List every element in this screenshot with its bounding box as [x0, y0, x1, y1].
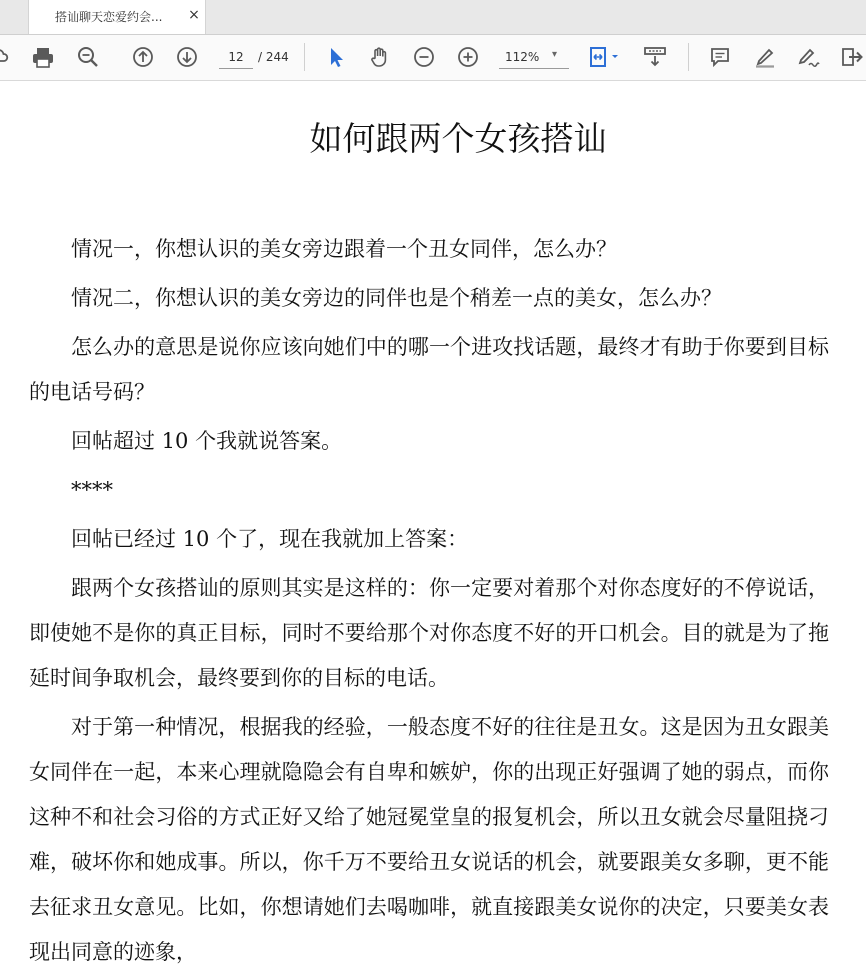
document-tab[interactable]	[28, 0, 206, 34]
highlight-pen-icon[interactable]	[750, 42, 780, 72]
paragraph: ****	[71, 478, 113, 502]
print-icon[interactable]	[28, 42, 58, 72]
sign-pen-icon[interactable]	[794, 42, 824, 72]
paragraph: 情况一，你想认识的美女旁边跟着一个丑女同伴，怎么办？	[71, 237, 617, 261]
paragraph: 回帖超过 10 个我就说答案。	[71, 429, 343, 453]
comment-icon[interactable]	[705, 42, 735, 72]
document-title: 如何跟两个女孩搭讪	[309, 119, 607, 158]
next-page-icon[interactable]	[172, 42, 202, 72]
previous-page-icon[interactable]	[128, 42, 158, 72]
toolbar	[0, 35, 866, 81]
select-cursor-icon[interactable]	[321, 42, 351, 72]
page-number-input[interactable]	[219, 46, 253, 69]
toolbar-divider	[688, 43, 689, 71]
paragraph: 跟两个女孩搭讪的原则其实是这样的：你一定要对着那个对你态度好的不停说话，即使她不是你的真正目标，同时不要给那个对你态度不好的开口机会。目的就是为了拖延时间争取机会，最终要到你的目标的电话。	[29, 576, 829, 690]
tab-strip	[0, 0, 866, 35]
cloud-upload-icon[interactable]	[0, 42, 14, 72]
document-page	[0, 81, 866, 966]
toolbar-divider	[304, 43, 305, 71]
fit-page-icon[interactable]	[585, 42, 625, 72]
paragraph: 对于第一种情况，根据我的经验，一般态度不好的往往是丑女。这是因为丑女跟美女同伴在一起，本来心理就隐隐会有自卑和嫉妒，你的出现正好强调了她的弱点，而你这种不和社会习俗的方式正好又给了她冠冕堂皇的报复机会，所以丑女就会尽量阻挠刁难，破坏你和她成事。所以，你千万不要给丑女说话的机会，就要跟美女多聊，更不能去征求丑女意见。比如，你想请她们去喝咖啡，就直接跟美女说你的决定，只要美女表现出同意的迹象，	[29, 715, 829, 964]
zoom-in-icon[interactable]	[453, 42, 483, 72]
zoom-value: 112%	[505, 50, 540, 64]
zoom-chevron-down-icon: ▾	[552, 49, 558, 60]
paragraph: 回帖已经过 10 个了，现在我就加上答案：	[71, 527, 469, 551]
zoom-out-icon[interactable]	[409, 42, 439, 72]
hand-tool-icon[interactable]	[365, 42, 395, 72]
document-body	[29, 227, 829, 966]
tab-title: 搭讪聊天恋爱约会...	[55, 10, 163, 24]
paragraph: 情况二，你想认识的美女旁边的同伴也是个稍差一点的美女，怎么办？	[71, 286, 722, 310]
zoom-out-search-icon[interactable]	[73, 42, 103, 72]
paragraph: 怎么办的意思是说你应该向她们中的哪一个进攻找话题，最终才有助于你要到目标的电话号码？	[29, 335, 829, 404]
scroll-mode-icon[interactable]	[640, 42, 670, 72]
page-total: / 244	[258, 50, 289, 64]
close-tab-icon[interactable]: ×	[188, 7, 200, 23]
zoom-level-dropdown[interactable]	[499, 46, 569, 69]
share-icon[interactable]	[838, 42, 866, 72]
